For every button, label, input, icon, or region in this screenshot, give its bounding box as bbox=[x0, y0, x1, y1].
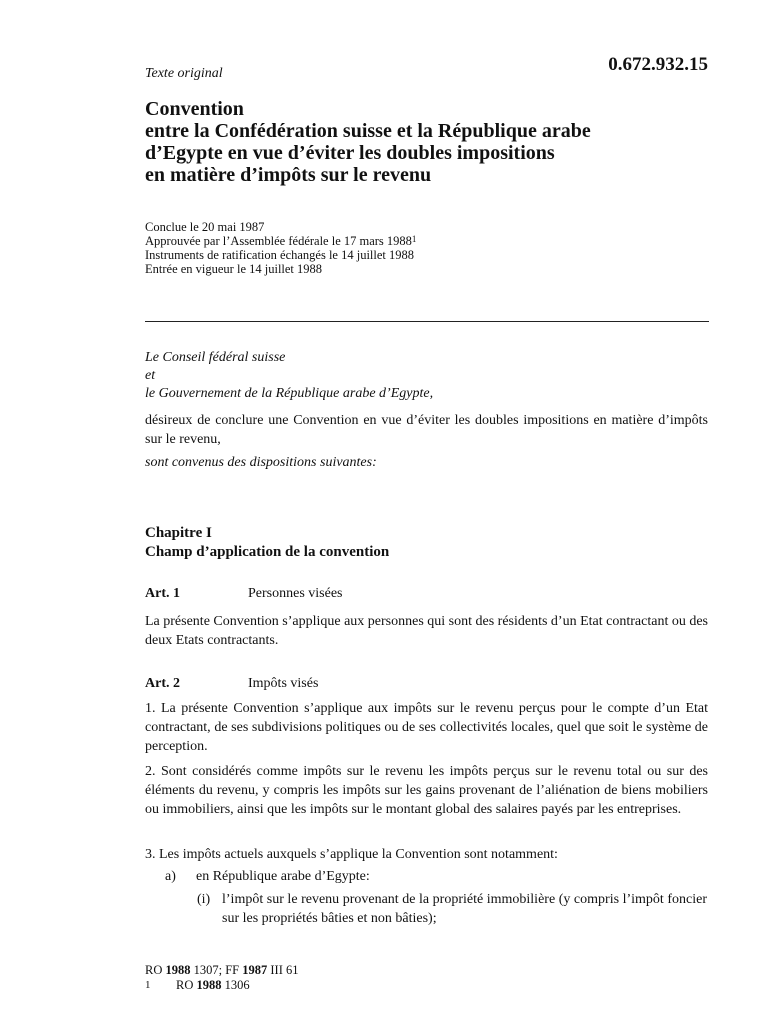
article-2-number: Art. 2 bbox=[145, 676, 180, 691]
list-item-a-text: en République arabe d’Egypte: bbox=[196, 869, 370, 884]
date-block bbox=[145, 220, 416, 276]
article-2-title: Impôts visés bbox=[248, 676, 319, 691]
document-title bbox=[145, 98, 705, 186]
article-1-number: Art. 1 bbox=[145, 586, 180, 601]
party-egypt: le Gouvernement de la République arabe d’Egypte, bbox=[145, 386, 434, 401]
list-item-a-letter: a) bbox=[165, 869, 176, 884]
ro-year: 1988 bbox=[165, 963, 191, 977]
article-2-paragraph-1: 1. La présente Convention s’applique aux impôts sur le revenu perçus pour le compte d’un Etat contractant, de ses subdivisions politiques ou de ses collectivités locales, quel que soit le système de perception. bbox=[145, 701, 708, 754]
systematic-number: 0.672.932.15 bbox=[608, 54, 708, 75]
approval-date bbox=[145, 234, 416, 248]
chapter-number: Chapitre I bbox=[145, 525, 212, 541]
party-switzerland: Le Conseil fédéral suisse bbox=[145, 350, 286, 365]
list-item-a bbox=[165, 869, 370, 885]
footnote-ro-year: 1988 bbox=[196, 978, 222, 992]
title-line-1: Convention bbox=[145, 98, 244, 120]
contracting-parties bbox=[145, 349, 433, 403]
title-line-2: entre la Confédération suisse et la République arabe bbox=[145, 120, 591, 142]
article-1-title: Personnes visées bbox=[248, 586, 343, 601]
chapter-heading bbox=[145, 524, 389, 562]
ff-year: 1987 bbox=[242, 963, 268, 977]
ro-prefix: RO bbox=[145, 963, 163, 977]
preamble-agreed: sont convenus des dispositions suivantes: bbox=[145, 455, 377, 470]
list-item-i-number: (i) bbox=[197, 892, 211, 907]
publication-reference bbox=[145, 963, 299, 978]
article-1-text: La présente Convention s’applique aux personnes qui sont des résidents d’un Etat contractant ou des deux Etats contractants. bbox=[145, 614, 708, 648]
concluded-date: Conclue le 20 mai 1987 bbox=[145, 220, 265, 234]
ff-reference: III 61 bbox=[270, 963, 299, 977]
footnote-number: 1 bbox=[145, 979, 151, 991]
list-item-i-text: l’impôt sur le revenu provenant de la propriété immobilière (y compris l’impôt foncier sur les propriétés bâties et non bâties); bbox=[222, 892, 707, 926]
article-1-heading bbox=[145, 586, 343, 602]
chapter-title: Champ d’application de la convention bbox=[145, 544, 390, 560]
page-footer bbox=[145, 963, 299, 993]
preamble-desire: désireux de conclure une Convention en vue d’éviter les doubles impositions en matière d’impôts sur le revenu, bbox=[145, 413, 708, 447]
party-conjunction: et bbox=[145, 368, 156, 383]
original-text-label: Texte original bbox=[145, 66, 223, 81]
article-2-paragraph-2: 2. Sont considérés comme impôts sur le revenu les impôts perçus sur le revenu total ou sur des éléments du revenu, y compris les impôts sur les gains provenant de l’aliénation de biens mobiliers ou immobiliers, ainsi que les impôts sur le montant global des salaires payés par les entreprises. bbox=[145, 764, 708, 817]
article-2-paragraph-3: 3. Les impôts actuels auxquels s’applique la Convention sont notamment: bbox=[145, 847, 558, 862]
footnote-ro-page: 1306 bbox=[224, 978, 250, 992]
ro-page: 1307; FF bbox=[193, 963, 240, 977]
title-line-4: en matière d’impôts sur le revenu bbox=[145, 164, 432, 186]
entry-into-force-date: Entrée en vigueur le 14 juillet 1988 bbox=[145, 262, 323, 276]
footnote-ro-prefix: RO bbox=[176, 978, 194, 992]
horizontal-rule bbox=[145, 321, 709, 322]
title-line-3: d’Egypte en vue d’éviter les doubles impositions bbox=[145, 142, 555, 164]
ratification-date: Instruments de ratification échangés le 14 juillet 1988 bbox=[145, 248, 415, 262]
list-item-i bbox=[197, 890, 707, 928]
approval-text: Approuvée par l’Assemblée fédérale le 17 mars 1988 bbox=[145, 234, 412, 248]
footnote-1 bbox=[145, 978, 299, 993]
footnote-reference[interactable]: 1 bbox=[411, 234, 417, 244]
article-2-heading bbox=[145, 676, 318, 692]
